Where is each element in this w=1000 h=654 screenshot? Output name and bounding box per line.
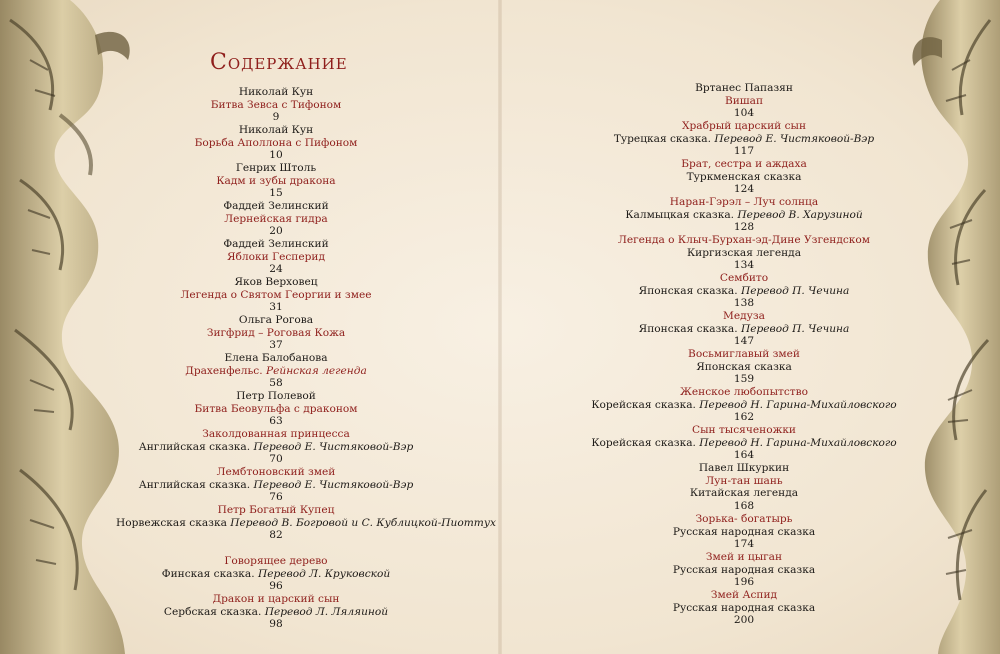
toc-title: Битва Зевса с Тифоном bbox=[210, 98, 342, 111]
toc-entry bbox=[584, 82, 904, 120]
toc-page-number: 200 bbox=[733, 614, 755, 627]
toc-title: Петр Богатый Купец bbox=[217, 504, 335, 516]
toc-page-number: 164 bbox=[733, 449, 755, 462]
toc-origin bbox=[584, 399, 904, 412]
toc-author: Павел Шкуркин bbox=[698, 462, 790, 474]
toc-title: Яблоки Гесперид bbox=[226, 250, 325, 263]
toc-title: Говорящее дерево bbox=[224, 555, 328, 567]
toc-author: Ольга Рогова bbox=[238, 314, 314, 326]
toc-author: Яков Верховец bbox=[234, 276, 318, 288]
toc-page-number: 31 bbox=[269, 301, 283, 314]
toc-page-number: 58 bbox=[269, 377, 283, 390]
toc-origin-text: Японская сказка. bbox=[638, 284, 738, 297]
toc-title: Женское любопытство bbox=[680, 386, 808, 398]
toc-origin bbox=[584, 361, 904, 374]
toc-origin bbox=[584, 487, 904, 500]
toc-title: Зигфрид – Роговая Кожа bbox=[206, 326, 346, 339]
toc-title-text: Драхенфельс. bbox=[185, 364, 266, 377]
toc-page-number: 124 bbox=[733, 183, 755, 196]
toc-translator: Перевод Л. Круковской bbox=[257, 567, 391, 580]
toc-page-number: 159 bbox=[733, 373, 755, 386]
toc-title: Змей Аспид bbox=[710, 589, 778, 601]
toc-page-number: 63 bbox=[269, 415, 283, 428]
toc-page-number: 15 bbox=[269, 187, 283, 200]
toc-author: Николай Кун bbox=[238, 124, 314, 136]
toc-origin-text: Китайская легенда bbox=[689, 487, 799, 500]
toc-origin-text: Корейская сказка. bbox=[591, 436, 696, 449]
toc-entry bbox=[116, 466, 436, 504]
toc-page-number: 196 bbox=[733, 576, 755, 589]
toc-origin-text: Норвежская сказка bbox=[116, 516, 227, 529]
toc-entry bbox=[116, 238, 436, 276]
toc-origin bbox=[584, 526, 904, 539]
toc-origin bbox=[584, 323, 904, 336]
toc-origin bbox=[584, 285, 904, 298]
toc-entry bbox=[116, 504, 496, 542]
toc-page-number: 174 bbox=[733, 538, 755, 551]
toc-entry bbox=[584, 158, 904, 196]
toc-entry bbox=[584, 196, 904, 234]
toc-translator: Перевод Л. Ляляиной bbox=[264, 605, 389, 618]
toc-entry bbox=[584, 272, 904, 310]
toc-author: Фаддей Зелинский bbox=[223, 238, 329, 250]
page-gutter bbox=[498, 0, 502, 654]
toc-page-number: 98 bbox=[269, 618, 283, 631]
toc-entry bbox=[116, 124, 436, 162]
toc-entry bbox=[584, 310, 904, 348]
toc-author: Фаддей Зелинский bbox=[223, 200, 329, 212]
toc-page-number: 162 bbox=[733, 411, 755, 424]
toc-author: Вртанес Папазян bbox=[695, 82, 793, 94]
toc-entry bbox=[584, 513, 904, 551]
toc-origin bbox=[116, 568, 436, 581]
toc-title: Кадм и зубы дракона bbox=[216, 174, 336, 187]
toc-page-number: 128 bbox=[733, 221, 755, 234]
toc-origin-text: Финская сказка. bbox=[161, 567, 255, 580]
toc-title: Восьмиглавый змей bbox=[688, 348, 800, 360]
toc-title: Заколдованная принцесса bbox=[202, 428, 350, 440]
toc-origin bbox=[116, 441, 436, 454]
toc-origin-text: Сербская сказка. bbox=[163, 605, 262, 618]
toc-origin bbox=[584, 437, 904, 450]
toc-author: Елена Балобанова bbox=[224, 352, 328, 364]
toc-title: Борьба Аполлона с Пифоном bbox=[194, 136, 358, 149]
toc-page-number: 147 bbox=[733, 335, 755, 348]
toc-entry bbox=[116, 352, 436, 390]
toc-title: Легенда о Святом Георгии и змее bbox=[180, 288, 372, 301]
toc-title: Лембтоновский змей bbox=[216, 466, 336, 478]
toc-entry bbox=[116, 314, 436, 352]
toc-origin bbox=[584, 209, 904, 222]
toc-page-number: 20 bbox=[269, 225, 283, 238]
toc-origin bbox=[116, 606, 436, 619]
toc-page-number: 117 bbox=[733, 145, 755, 158]
toc-translator: Перевод Е. Чистяковой-Вэр bbox=[253, 478, 414, 491]
toc-page-number: 138 bbox=[733, 297, 755, 310]
toc-entry bbox=[584, 551, 904, 589]
toc-entry bbox=[584, 462, 904, 512]
toc-origin bbox=[584, 602, 904, 615]
toc-origin-text: Корейская сказка. bbox=[591, 398, 696, 411]
toc-entry bbox=[584, 386, 904, 424]
toc-translator: Перевод Е. Чистяковой-Вэр bbox=[253, 440, 414, 453]
toc-entry bbox=[584, 424, 904, 462]
toc-title: Медуза bbox=[723, 310, 765, 322]
toc-origin bbox=[584, 564, 904, 577]
toc-translator: Перевод П. Чечина bbox=[740, 322, 850, 335]
toc-origin-text: Русская народная сказка bbox=[672, 525, 816, 538]
toc-entry bbox=[116, 593, 436, 631]
toc-author: Петр Полевой bbox=[236, 390, 316, 402]
toc-translator: Перевод Н. Гарина-Михайловского bbox=[699, 398, 897, 411]
toc-entry bbox=[584, 234, 904, 272]
toc-page-number: 104 bbox=[733, 107, 755, 120]
contents-heading: Содержание bbox=[210, 50, 348, 75]
toc-origin-text: Японская сказка bbox=[696, 360, 792, 373]
toc-page-number: 134 bbox=[733, 259, 755, 272]
toc-entry bbox=[584, 348, 904, 386]
toc-origin-text: Туркменская сказка bbox=[686, 170, 802, 183]
toc-entry bbox=[116, 162, 436, 200]
toc-entry bbox=[116, 276, 436, 314]
toc-origin bbox=[116, 516, 496, 530]
dragon-ornament-right-icon bbox=[900, 0, 1000, 654]
toc-translator: Перевод Н. Гарина-Михайловского bbox=[699, 436, 897, 449]
toc-origin-text: Английская сказка. bbox=[138, 440, 251, 453]
toc-author: Генрих Штоль bbox=[235, 162, 317, 174]
toc-title bbox=[116, 365, 436, 378]
toc-title: Сын тысяченожки bbox=[691, 424, 796, 436]
toc-entry bbox=[116, 200, 436, 238]
toc-page-number: 76 bbox=[269, 491, 283, 504]
toc-entry bbox=[116, 86, 436, 124]
toc-page-number: 82 bbox=[269, 529, 283, 542]
toc-title: Лун-тан шань bbox=[705, 474, 783, 487]
toc-title-note: Рейнская легенда bbox=[265, 364, 367, 377]
toc-translator: Перевод Е. Чистяковой-Вэр bbox=[714, 132, 875, 145]
toc-page-number: 9 bbox=[272, 111, 280, 124]
toc-origin-text: Японская сказка. bbox=[638, 322, 738, 335]
toc-page-number: 37 bbox=[269, 339, 283, 352]
toc-entry bbox=[584, 589, 904, 627]
toc-author: Николай Кун bbox=[238, 86, 314, 98]
toc-page-number: 10 bbox=[269, 149, 283, 162]
toc-origin bbox=[584, 171, 904, 184]
toc-translator: Перевод П. Чечина bbox=[740, 284, 850, 297]
toc-origin-text: Английская сказка. bbox=[138, 478, 251, 491]
toc-title: Битва Беовульфа с драконом bbox=[194, 402, 358, 415]
toc-title: Храбрый царский сын bbox=[681, 120, 807, 132]
toc-page-number: 24 bbox=[269, 263, 283, 276]
toc-title: Сембито bbox=[719, 272, 769, 284]
toc-title: Легенда о Клыч-Бурхан-эд-Дине Узгендском bbox=[617, 234, 871, 246]
toc-origin bbox=[584, 133, 904, 146]
toc-entry bbox=[116, 390, 436, 428]
toc-origin-text: Турецкая сказка. bbox=[613, 132, 711, 145]
toc-entry bbox=[584, 120, 904, 158]
toc-page-number: 70 bbox=[269, 453, 283, 466]
toc-title: Зорька- богатырь bbox=[695, 513, 793, 525]
toc-title: Наран-Гэрэл – Луч солнца bbox=[669, 196, 819, 208]
toc-title: Дракон и царский сын bbox=[212, 593, 340, 605]
toc-translator: Перевод В. Богровой и С. Кублицкой-Пиоттух bbox=[230, 516, 496, 529]
toc-title: Лернейская гидра bbox=[224, 212, 328, 225]
toc-origin-text: Русская народная сказка bbox=[672, 563, 816, 576]
toc-title: Вишап bbox=[724, 94, 764, 107]
toc-origin-text: Русская народная сказка bbox=[672, 601, 816, 614]
toc-translator: Перевод В. Харузиной bbox=[737, 208, 863, 221]
toc-page-number: 168 bbox=[733, 499, 755, 512]
toc-page-number: 96 bbox=[269, 580, 283, 593]
toc-origin bbox=[116, 479, 436, 492]
toc-entry bbox=[116, 555, 436, 593]
toc-title: Брат, сестра и аждаха bbox=[681, 158, 807, 170]
toc-origin-text: Калмыцкая сказка. bbox=[625, 208, 734, 221]
toc-origin bbox=[584, 247, 904, 260]
toc-title: Змей и цыган bbox=[705, 551, 783, 563]
toc-origin-text: Киргизская легенда bbox=[686, 246, 802, 259]
toc-entry bbox=[116, 428, 436, 466]
